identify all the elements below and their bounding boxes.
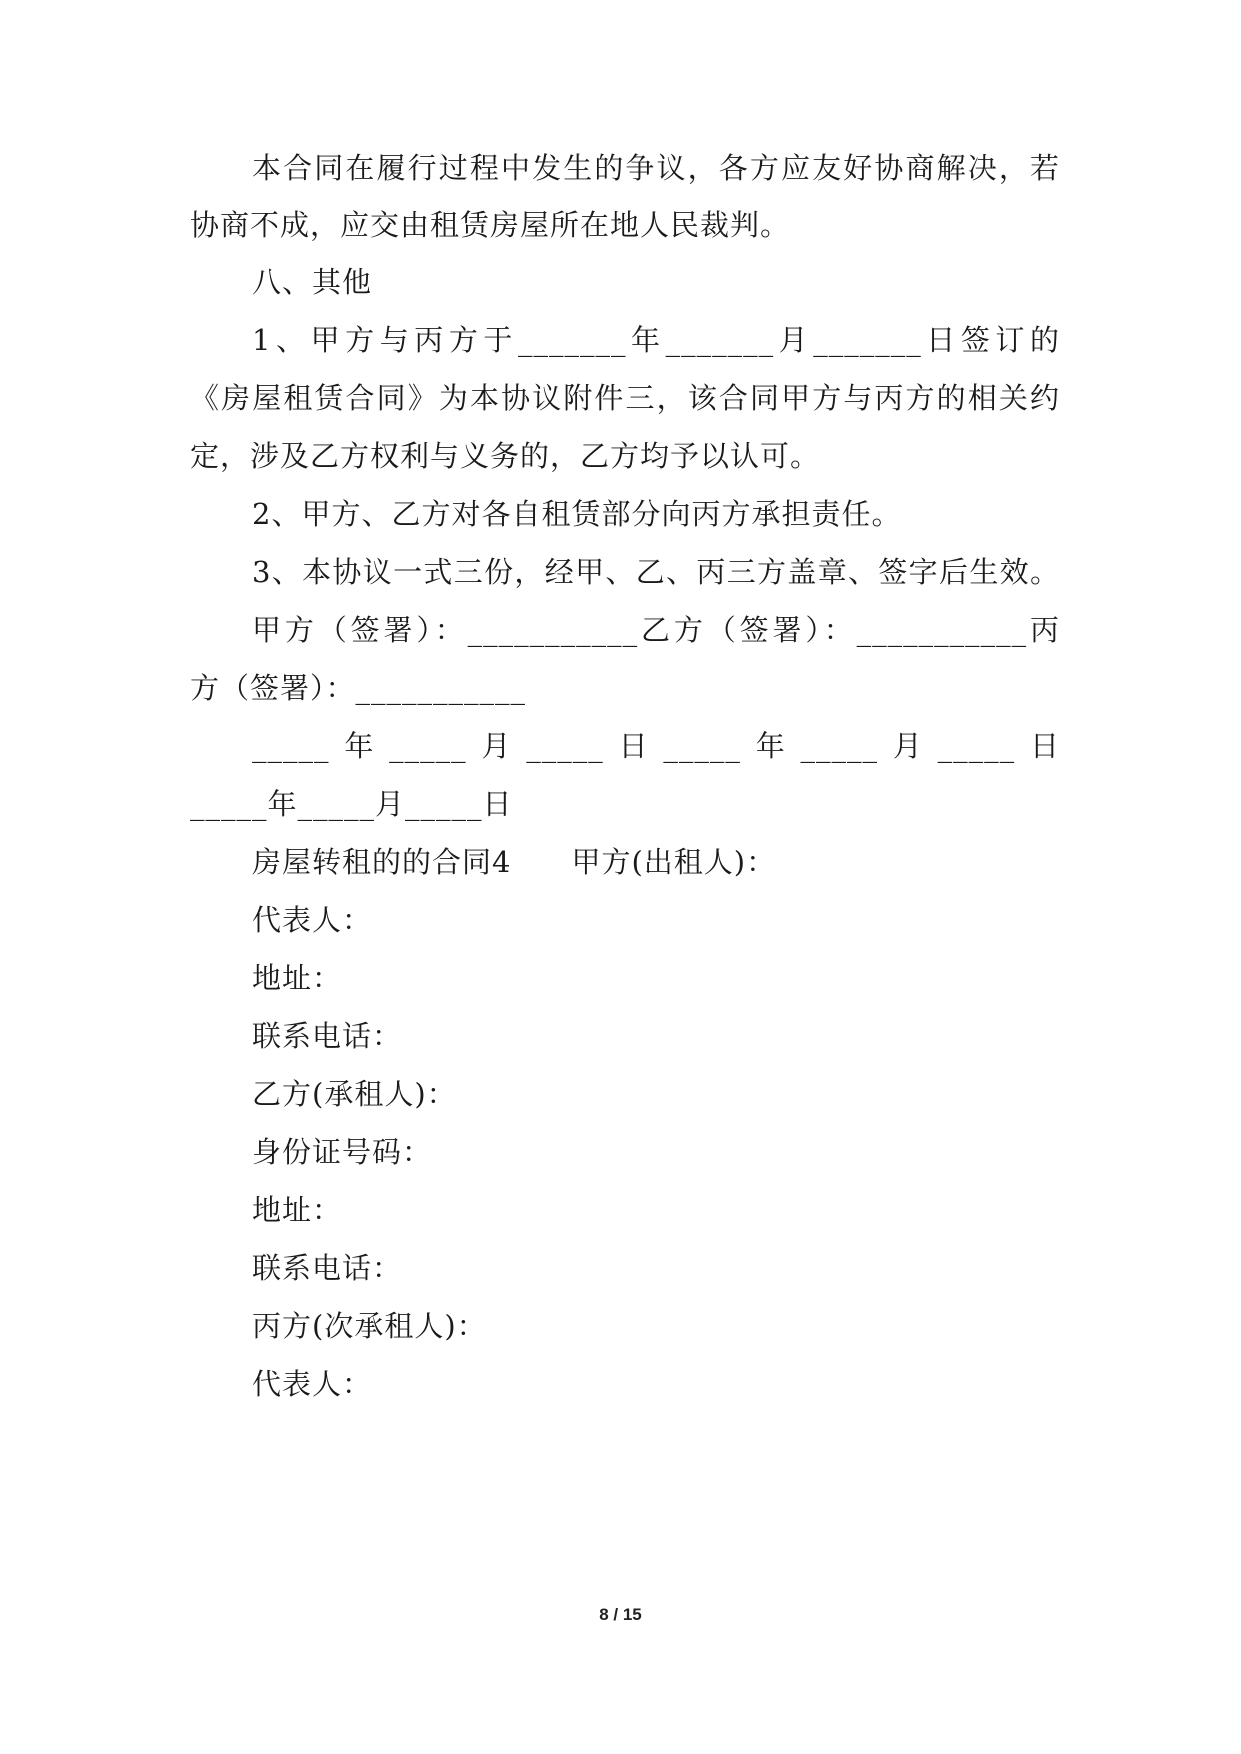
dates-line-2: _____年_____月_____日	[190, 787, 513, 821]
party-b-address: 地址：	[252, 1193, 343, 1227]
party-b-heading: 乙方(承租人)：	[252, 1077, 457, 1111]
party-b-phone: 联系电话：	[252, 1251, 403, 1285]
item-2: 2、甲方、乙方对各自租赁部分向丙方承担责任。	[252, 497, 902, 531]
dispute-paragraph-line-2: 协商不成，应交由租赁房屋所在地人民裁判。	[190, 208, 791, 242]
party-a-phone: 联系电话：	[252, 1019, 403, 1053]
party-b-id-number: 身份证号码：	[252, 1135, 433, 1169]
item-1-line-3: 定，涉及乙方权利与义务的，乙方均予以认可。	[190, 439, 821, 473]
item-1-line-2: 《房屋租赁合同》为本协议附件三，该合同甲方与丙方的相关约	[190, 381, 1060, 415]
signatures-line-1: 甲方（签署）：___________乙方（签署）：___________丙	[252, 613, 1060, 647]
party-a-address: 地址：	[252, 961, 343, 995]
dates-line-1: _____年_____月_____日_____年_____月_____日	[252, 729, 1060, 763]
item-1-line-1: 1、甲方与丙方于_______年_______月_______日签订的	[252, 323, 1060, 357]
section-8-heading: 八、其他	[252, 265, 373, 299]
party-a-representative: 代表人：	[252, 903, 373, 937]
party-c-heading: 丙方(次承租人)：	[252, 1309, 487, 1343]
party-c-representative: 代表人：	[252, 1367, 373, 1401]
contract-4-heading: 房屋转租的的合同4 甲方(出租人)：	[252, 845, 777, 879]
item-3: 3、本协议一式三份，经甲、乙、丙三方盖章、签字后生效。	[252, 555, 1060, 589]
dispute-paragraph-line-1: 本合同在履行过程中发生的争议，各方应友好协商解决，若	[252, 151, 1060, 185]
signatures-line-2: 方（签署）：___________	[190, 671, 527, 705]
page-number: 8 / 15	[599, 1605, 642, 1624]
